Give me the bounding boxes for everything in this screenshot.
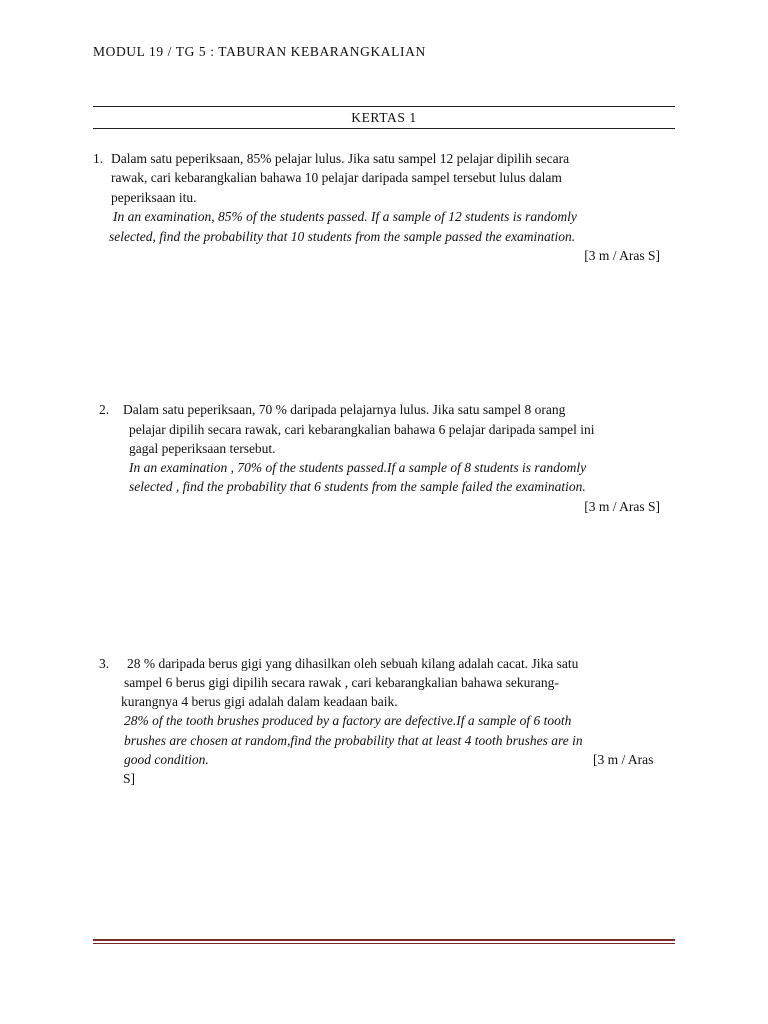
footer-rule <box>93 943 675 944</box>
question-text-english: selected , find the probability that 6 students from the sample failed the examination. <box>129 479 586 494</box>
question-text-malay: kurangnya 4 berus gigi adalah dalam keadaan baik. <box>121 694 398 709</box>
question-number: 1. <box>93 151 104 166</box>
question-text-malay: rawak, cari kebarangkalian bahawa 10 pelajar daripada sampel tersebut lulus dalam <box>111 170 562 185</box>
question-text-english: brushes are chosen at random,find the probability that at least 4 tooth brushes are in <box>124 733 583 748</box>
module-header: MODUL 19 / TG 5 : TABURAN KEBARANGKALIAN <box>93 44 426 59</box>
question-text-english: 28% of the tooth brushes produced by a factory are defective.If a sample of 6 tooth <box>124 713 572 728</box>
question-text-malay: Dalam satu peperiksaan, 70 % daripada pelajarnya lulus. Jika satu sampel 8 orang <box>123 402 566 417</box>
question-number: 2. <box>99 402 110 417</box>
section-rule <box>93 128 675 129</box>
marks-label: [3 m / Aras <box>593 752 654 767</box>
question-text-malay: peperiksaan itu. <box>111 190 197 205</box>
question-number: 3. <box>99 656 110 671</box>
marks-label: [3 m / Aras S] <box>584 499 660 514</box>
question-text-malay: sampel 6 berus gigi dipilih secara rawak , cari kebarangkalian bahawa sekurang- <box>124 675 559 690</box>
top-rule <box>93 106 675 107</box>
marks-label: S] <box>123 771 136 786</box>
question-text-malay: Dalam satu peperiksaan, 85% pelajar lulus. Jika satu sampel 12 pelajar dipilih secara <box>111 151 570 166</box>
section-title: KERTAS 1 <box>351 110 417 125</box>
question-text-malay: 28 % daripada berus gigi yang dihasilkan oleh sebuah kilang adalah cacat. Jika satu <box>127 656 579 671</box>
question-text-malay: pelajar dipilih secara rawak, cari kebarangkalian bahawa 6 pelajar daripada sampel ini <box>129 422 595 437</box>
marks-label: [3 m / Aras S] <box>584 248 660 263</box>
question-text-english: In an examination, 85% of the students passed. If a sample of 12 students is randomly <box>113 209 577 224</box>
footer-rule <box>93 939 675 941</box>
question-text-english: In an examination , 70% of the students passed.If a sample of 8 students is randomly <box>129 460 587 475</box>
question-text-malay: gagal peperiksaan tersebut. <box>129 441 276 456</box>
question-text-english: good condition. <box>124 752 209 767</box>
question-text-english: selected, find the probability that 10 students from the sample passed the examination. <box>109 229 576 244</box>
